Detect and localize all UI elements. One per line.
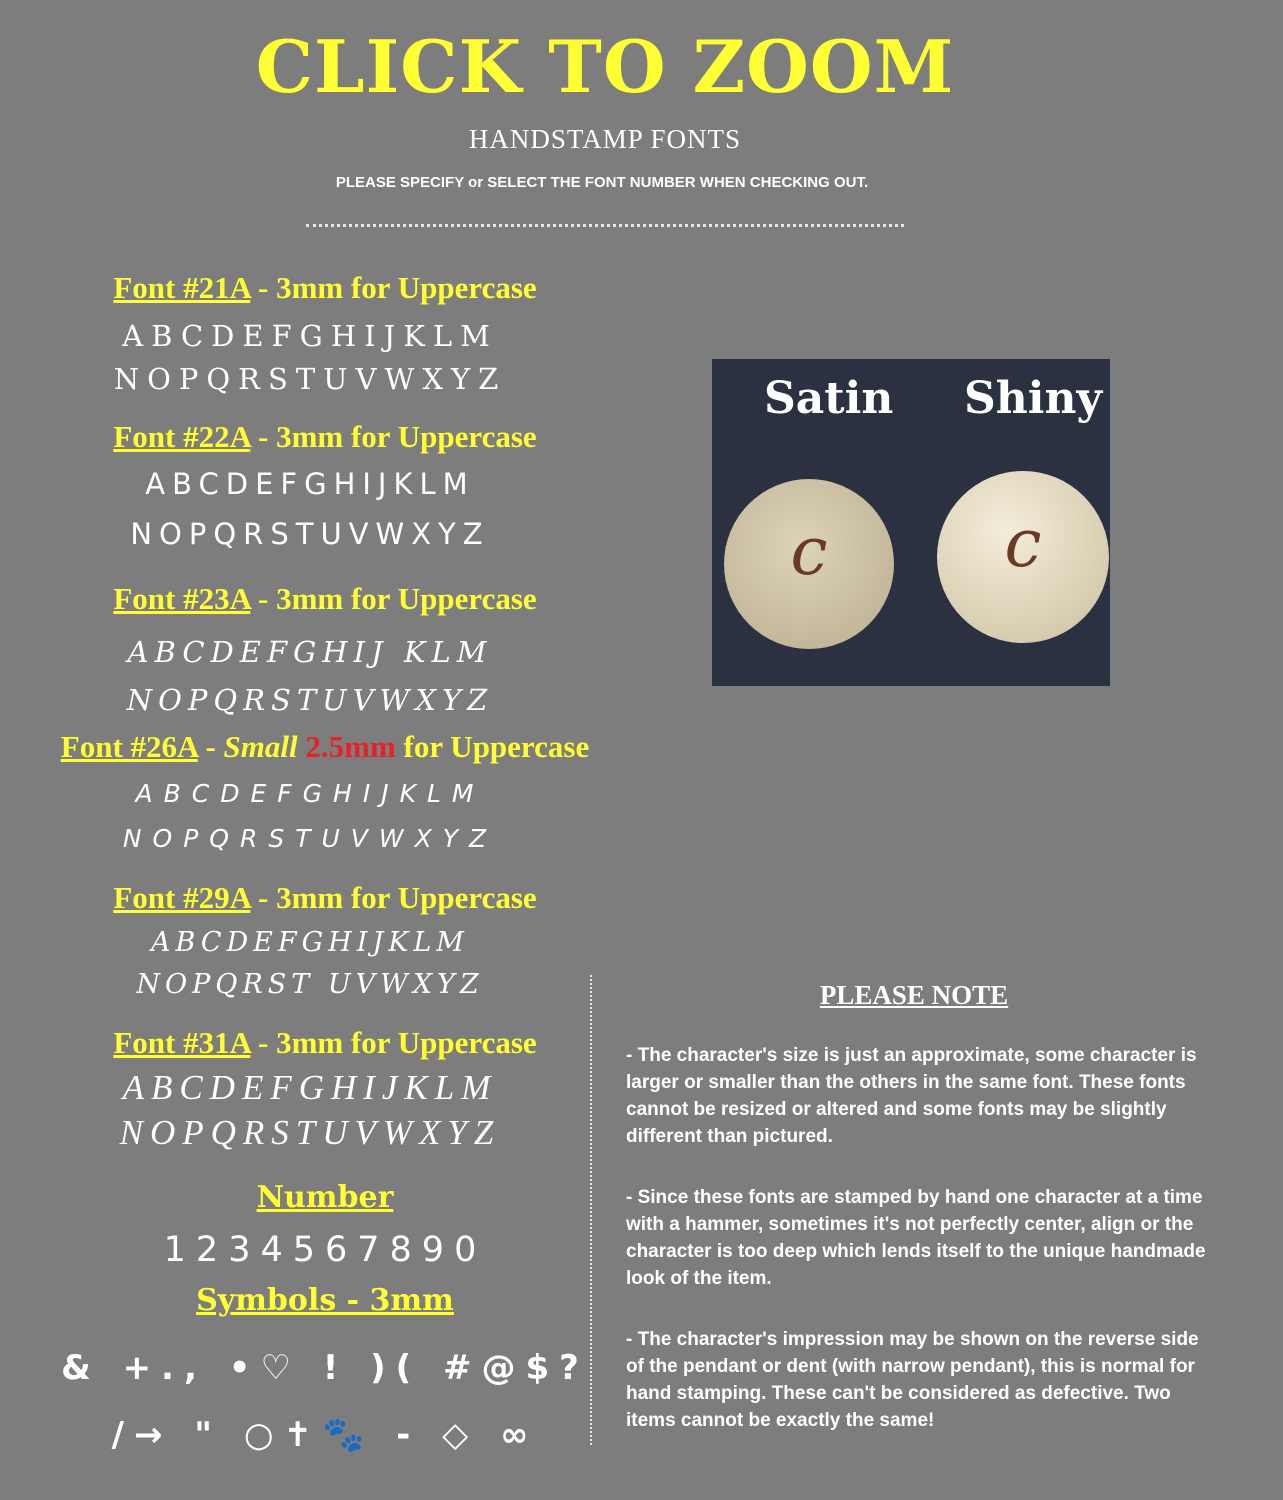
font-small-label: Small (223, 729, 298, 764)
satin-disc (724, 479, 894, 649)
note-paragraph-3: - The character's impression may be shown on the reverse side of the pendant or dent (with narrow pendant), this is normal for hand stamping. These can't be considered as defective. Two items cannot be exactly the same! (626, 1329, 1199, 1431)
shiny-disc-letter: c (1004, 505, 1042, 582)
font-number: Font #23A (113, 581, 251, 616)
vertical-dotted-divider (590, 975, 592, 1445)
symbols-heading: Symbols - 3mm (196, 1283, 454, 1318)
number-heading: Number (256, 1180, 394, 1215)
dotted-divider (306, 224, 904, 227)
font-26a-line1: ABCDEFGHIJKLM (135, 779, 485, 808)
satin-label: Satin (764, 373, 894, 424)
symbols-row-1: & +., •♡ ! )( #@$? (61, 1348, 589, 1388)
font-size-desc: - 3mm for Uppercase (250, 581, 537, 616)
font-21a-line2: NOPQRSTUVWXYZ (113, 362, 507, 396)
font-number: Font #21A (113, 270, 251, 305)
font-31a-heading (40, 1025, 610, 1061)
satin-disc-letter: c (790, 513, 828, 590)
font-number: Font #22A (113, 419, 251, 454)
font-size-highlight: 2.5mm (297, 729, 396, 764)
font-26a-heading (40, 729, 610, 765)
font-23a-heading (40, 581, 610, 617)
shiny-label: Shiny (964, 373, 1103, 424)
font-size-desc: for Uppercase (395, 729, 590, 764)
font-21a-heading (40, 270, 610, 306)
finish-sample-photo (712, 359, 1110, 686)
checkout-instruction: PLEASE SPECIFY or SELECT THE FONT NUMBER WHEN CHECKING OUT. (335, 174, 869, 191)
page-title[interactable]: CLICK TO ZOOM (255, 24, 955, 109)
font-23a-line1: ABCDEFGHIJ KLM (127, 635, 493, 669)
font-size-desc: - 3mm for Uppercase (250, 419, 537, 454)
font-size-desc: - 3mm for Uppercase (250, 880, 537, 915)
font-number: Font #31A (113, 1025, 251, 1060)
note-paragraph-2: - Since these fonts are stamped by hand one character at a time with a hammer, sometimes it's not perfectly center, align or the character is too deep which lends itself to the unique handmade look of the item. (626, 1187, 1206, 1289)
font-22a-line1: ABCDEFGHIJKLM (145, 467, 475, 501)
font-22a-heading (40, 419, 610, 455)
shiny-disc (937, 471, 1109, 643)
font-23a-line2: NOPQRSTUVWXYZ (126, 683, 494, 717)
font-21a-line1: ABCDEFGHIJKLM (122, 319, 498, 353)
please-note-heading: PLEASE NOTE (819, 980, 1009, 1010)
font-29a-heading (40, 880, 610, 916)
font-number: Font #26A (60, 729, 198, 764)
number-digits: 1234567890 (163, 1230, 487, 1270)
font-31a-line2: NOPQRSTUVWXYZ (119, 1113, 501, 1152)
font-dash: - (197, 729, 224, 764)
font-number: Font #29A (113, 880, 251, 915)
font-31a-line1: ABCDEFGHIJKLM (122, 1068, 498, 1107)
note-paragraph-1: - The character's size is just an approximate, some character is larger or smaller than the others in the same font. These fonts cannot be resized or altered and some fonts may be slightly different than pictured. (626, 1045, 1197, 1147)
font-size-desc: - 3mm for Uppercase (250, 270, 537, 305)
font-size-desc: - 3mm for Uppercase (250, 1025, 537, 1060)
font-22a-line2: NOPQRSTUVWXYZ (130, 517, 490, 551)
font-26a-line2: NOPQRSTUVWXYZ (122, 824, 498, 853)
font-29a-line1: ABCDEFGHIJKLM (151, 927, 469, 958)
symbols-row-2: /→ " ○✝🐾 - ◇ ∞ (111, 1415, 539, 1455)
font-29a-line2: NOPQRST UVWXYZ (136, 969, 484, 1000)
page-subtitle: HANDSTAMP FONTS (468, 124, 742, 154)
